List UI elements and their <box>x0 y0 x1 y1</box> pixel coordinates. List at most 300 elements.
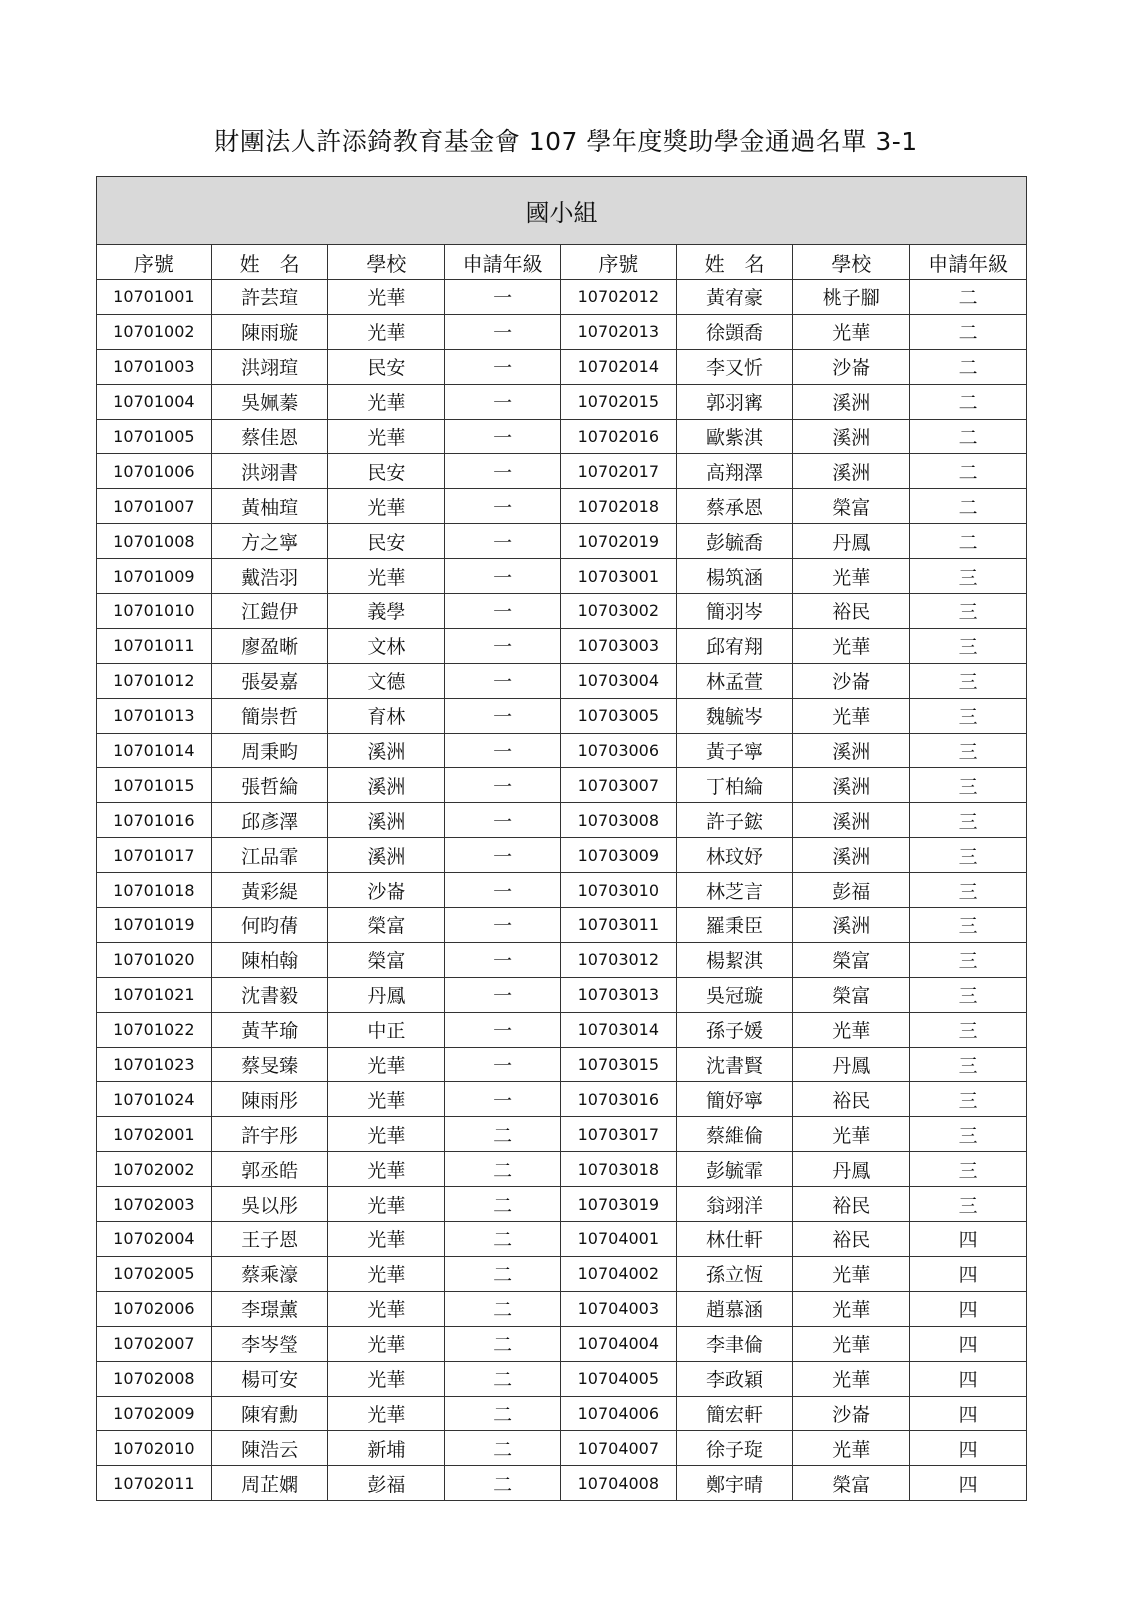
school-cell: 光華 <box>328 1291 445 1326</box>
name-cell: 鄭宇晴 <box>676 1466 793 1501</box>
school-cell: 裕民 <box>793 1187 910 1222</box>
name-cell: 林玟妤 <box>676 838 793 873</box>
grade-cell: 二 <box>445 1152 561 1187</box>
school-cell: 中正 <box>328 1012 445 1047</box>
school-cell: 育林 <box>328 698 445 733</box>
school-cell: 桃子腳 <box>793 280 910 315</box>
serial-cell: 10703005 <box>560 698 676 733</box>
grade-cell: 二 <box>910 280 1027 315</box>
grade-cell: 三 <box>910 1117 1027 1152</box>
serial-cell: 10701007 <box>97 489 212 524</box>
roster-body <box>97 280 1027 1501</box>
grade-cell: 三 <box>910 1047 1027 1082</box>
name-cell: 黃宥豪 <box>676 280 793 315</box>
school-cell: 光華 <box>793 1431 910 1466</box>
table-row <box>97 1326 1027 1361</box>
grade-cell: 二 <box>445 1291 561 1326</box>
name-cell: 吳以彤 <box>211 1187 328 1222</box>
table-row <box>97 1117 1027 1152</box>
table-row <box>97 908 1027 943</box>
school-cell: 溪洲 <box>793 454 910 489</box>
school-cell: 民安 <box>328 524 445 559</box>
name-cell: 黃芊瑜 <box>211 1012 328 1047</box>
table-row <box>97 419 1027 454</box>
table-row <box>97 524 1027 559</box>
school-cell: 光華 <box>793 1361 910 1396</box>
serial-cell: 10702016 <box>560 419 676 454</box>
grade-cell: 一 <box>445 419 561 454</box>
table-row <box>97 663 1027 698</box>
grade-cell: 四 <box>910 1361 1027 1396</box>
name-cell: 林仕軒 <box>676 1222 793 1257</box>
name-cell: 蔡承恩 <box>676 489 793 524</box>
table-row <box>97 489 1027 524</box>
serial-cell: 10701018 <box>97 873 212 908</box>
serial-cell: 10704005 <box>560 1361 676 1396</box>
school-cell: 光華 <box>328 1082 445 1117</box>
serial-cell: 10703019 <box>560 1187 676 1222</box>
name-cell: 高翔澤 <box>676 454 793 489</box>
serial-cell: 10703015 <box>560 1047 676 1082</box>
name-cell: 郭羽寗 <box>676 384 793 419</box>
table-row <box>97 1047 1027 1082</box>
serial-cell: 10701024 <box>97 1082 212 1117</box>
table-row <box>97 768 1027 803</box>
name-cell: 張晏嘉 <box>211 663 328 698</box>
serial-cell: 10703003 <box>560 628 676 663</box>
serial-cell: 10701017 <box>97 838 212 873</box>
grade-cell: 一 <box>445 873 561 908</box>
name-cell: 徐子琁 <box>676 1431 793 1466</box>
table-row <box>97 1431 1027 1466</box>
name-cell: 徐顗喬 <box>676 314 793 349</box>
name-cell: 戴浩羽 <box>211 559 328 594</box>
name-cell: 簡崇哲 <box>211 698 328 733</box>
grade-cell: 三 <box>910 733 1027 768</box>
serial-cell: 10703013 <box>560 977 676 1012</box>
school-cell: 光華 <box>328 1047 445 1082</box>
serial-cell: 10701009 <box>97 559 212 594</box>
serial-cell: 10703016 <box>560 1082 676 1117</box>
grade-cell: 一 <box>445 1047 561 1082</box>
grade-cell: 四 <box>910 1326 1027 1361</box>
school-cell: 丹鳳 <box>793 1047 910 1082</box>
grade-cell: 一 <box>445 314 561 349</box>
name-cell: 魏毓岑 <box>676 698 793 733</box>
name-cell: 簡宏軒 <box>676 1396 793 1431</box>
grade-cell: 一 <box>445 698 561 733</box>
school-cell: 光華 <box>793 1012 910 1047</box>
school-cell: 彭福 <box>328 1466 445 1501</box>
name-cell: 彭毓喬 <box>676 524 793 559</box>
serial-cell: 10703001 <box>560 559 676 594</box>
name-cell: 陳浩云 <box>211 1431 328 1466</box>
serial-cell: 10701011 <box>97 628 212 663</box>
grade-cell: 一 <box>445 594 561 629</box>
school-cell: 溪洲 <box>328 768 445 803</box>
serial-cell: 10702002 <box>97 1152 212 1187</box>
grade-cell: 一 <box>445 908 561 943</box>
serial-cell: 10702019 <box>560 524 676 559</box>
serial-cell: 10702014 <box>560 349 676 384</box>
serial-cell: 10701001 <box>97 280 212 315</box>
grade-cell: 一 <box>445 384 561 419</box>
serial-cell: 10702009 <box>97 1396 212 1431</box>
grade-cell: 四 <box>910 1431 1027 1466</box>
grade-cell: 二 <box>445 1117 561 1152</box>
grade-cell: 三 <box>910 663 1027 698</box>
grade-cell: 三 <box>910 768 1027 803</box>
grade-cell: 一 <box>445 1012 561 1047</box>
serial-cell: 10701008 <box>97 524 212 559</box>
grade-cell: 一 <box>445 977 561 1012</box>
serial-cell: 10701019 <box>97 908 212 943</box>
school-cell: 裕民 <box>793 1222 910 1257</box>
school-cell: 彭福 <box>793 873 910 908</box>
serial-cell: 10703012 <box>560 942 676 977</box>
grade-cell: 二 <box>445 1256 561 1291</box>
name-cell: 吳冠璇 <box>676 977 793 1012</box>
school-cell: 光華 <box>328 1187 445 1222</box>
serial-cell: 10704002 <box>560 1256 676 1291</box>
table-row <box>97 803 1027 838</box>
name-cell: 丁柏綸 <box>676 768 793 803</box>
serial-cell: 10702010 <box>97 1431 212 1466</box>
school-cell: 光華 <box>793 1326 910 1361</box>
school-cell: 光華 <box>328 1326 445 1361</box>
serial-cell: 10703010 <box>560 873 676 908</box>
serial-cell: 10701010 <box>97 594 212 629</box>
column-header-school: 學校 <box>328 245 445 280</box>
name-cell: 王子恩 <box>211 1222 328 1257</box>
serial-cell: 10701002 <box>97 314 212 349</box>
name-cell: 廖盈晰 <box>211 628 328 663</box>
table-row <box>97 1466 1027 1501</box>
column-header-school: 學校 <box>793 245 910 280</box>
column-header-serial: 序號 <box>97 245 212 280</box>
name-cell: 陳雨璇 <box>211 314 328 349</box>
table-row <box>97 1256 1027 1291</box>
grade-cell: 三 <box>910 698 1027 733</box>
serial-cell: 10701005 <box>97 419 212 454</box>
school-cell: 光華 <box>328 384 445 419</box>
serial-cell: 10702005 <box>97 1256 212 1291</box>
document-title: 財團法人許添錡教育基金會 107 學年度獎助學金通過名單 3-1 <box>214 127 918 156</box>
school-cell: 光華 <box>793 628 910 663</box>
group-header: 國小組 <box>97 177 1027 245</box>
serial-cell: 10704008 <box>560 1466 676 1501</box>
table-row <box>97 1152 1027 1187</box>
grade-cell: 三 <box>910 977 1027 1012</box>
serial-cell: 10703018 <box>560 1152 676 1187</box>
serial-cell: 10703007 <box>560 768 676 803</box>
serial-cell: 10701014 <box>97 733 212 768</box>
grade-cell: 一 <box>445 559 561 594</box>
table-row <box>97 1012 1027 1047</box>
grade-cell: 一 <box>445 942 561 977</box>
school-cell: 新埔 <box>328 1431 445 1466</box>
school-cell: 光華 <box>328 1222 445 1257</box>
school-cell: 光華 <box>793 1256 910 1291</box>
school-cell: 光華 <box>328 314 445 349</box>
name-cell: 楊可安 <box>211 1361 328 1396</box>
name-cell: 翁翊洋 <box>676 1187 793 1222</box>
grade-cell: 二 <box>445 1396 561 1431</box>
serial-cell: 10702018 <box>560 489 676 524</box>
serial-cell: 10701022 <box>97 1012 212 1047</box>
school-cell: 光華 <box>793 1291 910 1326</box>
name-cell: 沈書賢 <box>676 1047 793 1082</box>
school-cell: 榮富 <box>793 977 910 1012</box>
school-cell: 榮富 <box>328 908 445 943</box>
column-header-grade: 申請年級 <box>910 245 1027 280</box>
name-cell: 李岑瑩 <box>211 1326 328 1361</box>
grade-cell: 二 <box>445 1361 561 1396</box>
grade-cell: 一 <box>445 1082 561 1117</box>
table-row <box>97 1361 1027 1396</box>
school-cell: 民安 <box>328 454 445 489</box>
serial-cell: 10703011 <box>560 908 676 943</box>
table-row <box>97 1396 1027 1431</box>
school-cell: 光華 <box>328 559 445 594</box>
table-row <box>97 873 1027 908</box>
grade-cell: 四 <box>910 1291 1027 1326</box>
name-cell: 黃彩緹 <box>211 873 328 908</box>
school-cell: 丹鳳 <box>328 977 445 1012</box>
grade-cell: 二 <box>445 1431 561 1466</box>
table-row <box>97 559 1027 594</box>
serial-cell: 10702008 <box>97 1361 212 1396</box>
table-row <box>97 454 1027 489</box>
grade-cell: 三 <box>910 838 1027 873</box>
grade-cell: 四 <box>910 1222 1027 1257</box>
table-row <box>97 838 1027 873</box>
name-cell: 陳柏翰 <box>211 942 328 977</box>
serial-cell: 10701013 <box>97 698 212 733</box>
school-cell: 溪洲 <box>793 419 910 454</box>
school-cell: 溪洲 <box>793 838 910 873</box>
grade-cell: 四 <box>910 1256 1027 1291</box>
serial-cell: 10704003 <box>560 1291 676 1326</box>
name-cell: 陳雨彤 <box>211 1082 328 1117</box>
school-cell: 榮富 <box>793 489 910 524</box>
table-row <box>97 698 1027 733</box>
serial-cell: 10701012 <box>97 663 212 698</box>
name-cell: 洪翊書 <box>211 454 328 489</box>
grade-cell: 二 <box>445 1222 561 1257</box>
serial-cell: 10704001 <box>560 1222 676 1257</box>
grade-cell: 一 <box>445 349 561 384</box>
name-cell: 簡妤寧 <box>676 1082 793 1117</box>
grade-cell: 二 <box>910 384 1027 419</box>
table-row <box>97 1187 1027 1222</box>
serial-cell: 10704004 <box>560 1326 676 1361</box>
grade-cell: 四 <box>910 1466 1027 1501</box>
name-cell: 楊絜淇 <box>676 942 793 977</box>
school-cell: 光華 <box>328 1117 445 1152</box>
name-cell: 趙慕涵 <box>676 1291 793 1326</box>
school-cell: 沙崙 <box>793 349 910 384</box>
school-cell: 光華 <box>793 1117 910 1152</box>
table-row <box>97 977 1027 1012</box>
grade-cell: 一 <box>445 733 561 768</box>
name-cell: 蔡旻臻 <box>211 1047 328 1082</box>
school-cell: 溪洲 <box>793 908 910 943</box>
name-cell: 林孟萱 <box>676 663 793 698</box>
school-cell: 沙崙 <box>793 663 910 698</box>
grade-cell: 三 <box>910 628 1027 663</box>
school-cell: 裕民 <box>793 1082 910 1117</box>
grade-cell: 一 <box>445 524 561 559</box>
serial-cell: 10701004 <box>97 384 212 419</box>
grade-cell: 二 <box>910 314 1027 349</box>
grade-cell: 三 <box>910 942 1027 977</box>
grade-cell: 一 <box>445 454 561 489</box>
serial-cell: 10704007 <box>560 1431 676 1466</box>
serial-cell: 10703014 <box>560 1012 676 1047</box>
grade-cell: 一 <box>445 803 561 838</box>
grade-cell: 三 <box>910 1187 1027 1222</box>
name-cell: 彭毓霏 <box>676 1152 793 1187</box>
serial-cell: 10701021 <box>97 977 212 1012</box>
grade-cell: 四 <box>910 1396 1027 1431</box>
school-cell: 丹鳳 <box>793 524 910 559</box>
serial-cell: 10702006 <box>97 1291 212 1326</box>
serial-cell: 10704006 <box>560 1396 676 1431</box>
grade-cell: 三 <box>910 1082 1027 1117</box>
school-cell: 溪洲 <box>793 803 910 838</box>
name-cell: 李政穎 <box>676 1361 793 1396</box>
table-row <box>97 349 1027 384</box>
grade-cell: 一 <box>445 663 561 698</box>
grade-cell: 三 <box>910 873 1027 908</box>
table-row <box>97 733 1027 768</box>
table-row <box>97 384 1027 419</box>
serial-cell: 10703017 <box>560 1117 676 1152</box>
name-cell: 江鎧伊 <box>211 594 328 629</box>
name-cell: 邱宥翔 <box>676 628 793 663</box>
name-cell: 許子鋐 <box>676 803 793 838</box>
column-header-row <box>97 245 1027 280</box>
scholarship-roster-table <box>96 176 1027 1501</box>
grade-cell: 三 <box>910 1152 1027 1187</box>
school-cell: 溪洲 <box>328 838 445 873</box>
serial-cell: 10702001 <box>97 1117 212 1152</box>
school-cell: 溪洲 <box>793 733 910 768</box>
grade-cell: 三 <box>910 594 1027 629</box>
serial-cell: 10701006 <box>97 454 212 489</box>
school-cell: 光華 <box>793 559 910 594</box>
name-cell: 歐紫淇 <box>676 419 793 454</box>
school-cell: 光華 <box>328 1152 445 1187</box>
table-row <box>97 280 1027 315</box>
column-header-name: 姓 名 <box>211 245 328 280</box>
serial-cell: 10702017 <box>560 454 676 489</box>
serial-cell: 10702011 <box>97 1466 212 1501</box>
name-cell: 許芸瑄 <box>211 280 328 315</box>
serial-cell: 10703002 <box>560 594 676 629</box>
name-cell: 郭丞皓 <box>211 1152 328 1187</box>
name-cell: 簡羽岑 <box>676 594 793 629</box>
serial-cell: 10701020 <box>97 942 212 977</box>
school-cell: 光華 <box>793 698 910 733</box>
school-cell: 光華 <box>328 280 445 315</box>
school-cell: 光華 <box>328 419 445 454</box>
serial-cell: 10702013 <box>560 314 676 349</box>
grade-cell: 三 <box>910 1012 1027 1047</box>
grade-cell: 三 <box>910 908 1027 943</box>
school-cell: 文林 <box>328 628 445 663</box>
name-cell: 李璟薰 <box>211 1291 328 1326</box>
name-cell: 蔡佳恩 <box>211 419 328 454</box>
name-cell: 方之寧 <box>211 524 328 559</box>
school-cell: 榮富 <box>793 1466 910 1501</box>
table-row <box>97 594 1027 629</box>
serial-cell: 10702015 <box>560 384 676 419</box>
name-cell: 蔡乘濠 <box>211 1256 328 1291</box>
school-cell: 溪洲 <box>328 803 445 838</box>
serial-cell: 10702003 <box>97 1187 212 1222</box>
grade-cell: 二 <box>910 454 1027 489</box>
serial-cell: 10701015 <box>97 768 212 803</box>
school-cell: 民安 <box>328 349 445 384</box>
table-row <box>97 628 1027 663</box>
grade-cell: 一 <box>445 768 561 803</box>
name-cell: 孫立恆 <box>676 1256 793 1291</box>
table-row <box>97 942 1027 977</box>
column-header-grade: 申請年級 <box>445 245 561 280</box>
school-cell: 溪洲 <box>793 768 910 803</box>
name-cell: 陳宥勳 <box>211 1396 328 1431</box>
grade-cell: 一 <box>445 489 561 524</box>
grade-cell: 三 <box>910 803 1027 838</box>
school-cell: 光華 <box>328 1396 445 1431</box>
name-cell: 黃柚瑄 <box>211 489 328 524</box>
grade-cell: 二 <box>910 489 1027 524</box>
table-row <box>97 314 1027 349</box>
grade-cell: 一 <box>445 628 561 663</box>
name-cell: 許宇彤 <box>211 1117 328 1152</box>
table-row <box>97 1082 1027 1117</box>
serial-cell: 10701003 <box>97 349 212 384</box>
name-cell: 沈書毅 <box>211 977 328 1012</box>
school-cell: 裕民 <box>793 594 910 629</box>
name-cell: 蔡維倫 <box>676 1117 793 1152</box>
serial-cell: 10703008 <box>560 803 676 838</box>
column-header-serial: 序號 <box>560 245 676 280</box>
table-row <box>97 1291 1027 1326</box>
school-cell: 光華 <box>328 1361 445 1396</box>
grade-cell: 三 <box>910 559 1027 594</box>
name-cell: 洪翊瑄 <box>211 349 328 384</box>
school-cell: 光華 <box>328 1256 445 1291</box>
serial-cell: 10702007 <box>97 1326 212 1361</box>
school-cell: 光華 <box>793 314 910 349</box>
grade-cell: 一 <box>445 280 561 315</box>
name-cell: 黃子寧 <box>676 733 793 768</box>
serial-cell: 10703006 <box>560 733 676 768</box>
school-cell: 文德 <box>328 663 445 698</box>
name-cell: 孫子媛 <box>676 1012 793 1047</box>
serial-cell: 10701016 <box>97 803 212 838</box>
name-cell: 羅秉臣 <box>676 908 793 943</box>
name-cell: 何昀蒨 <box>211 908 328 943</box>
grade-cell: 一 <box>445 838 561 873</box>
grade-cell: 二 <box>445 1466 561 1501</box>
school-cell: 溪洲 <box>328 733 445 768</box>
name-cell: 周芷嫻 <box>211 1466 328 1501</box>
grade-cell: 二 <box>445 1187 561 1222</box>
